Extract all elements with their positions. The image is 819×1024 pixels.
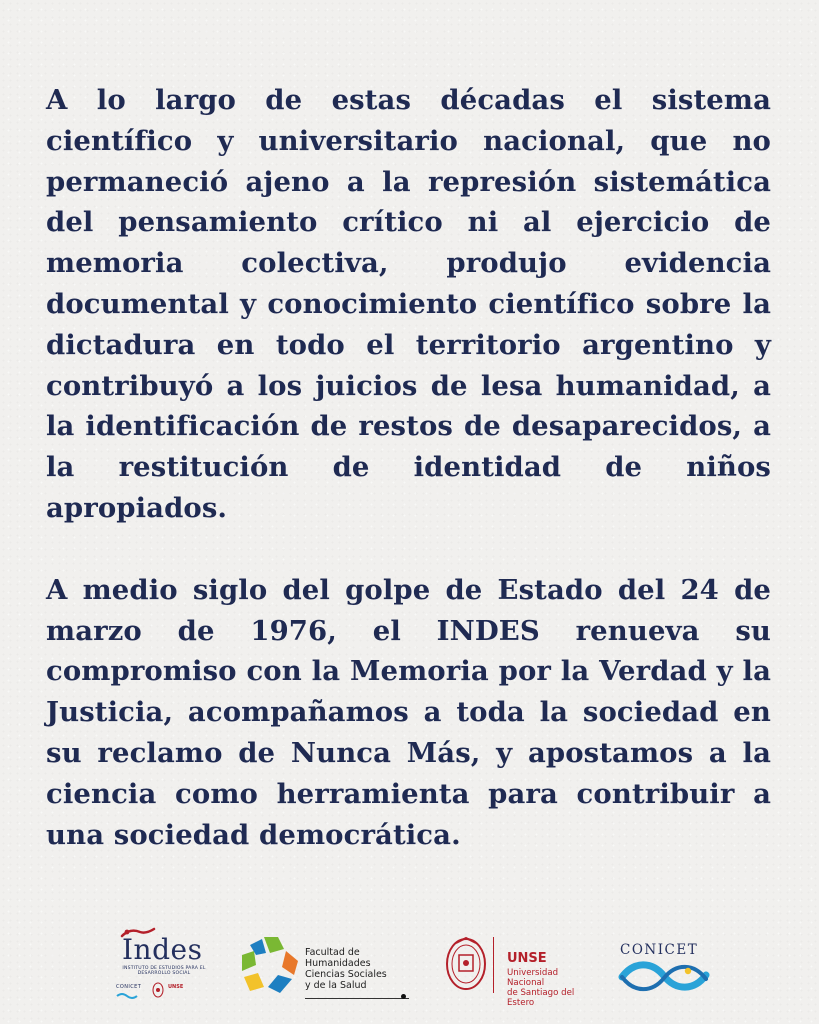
- fhcs-dot: [401, 994, 406, 999]
- indes-wordmark: Indes: [122, 933, 203, 966]
- conicet-logo: [614, 939, 714, 995]
- puzzle-emblem-icon: [238, 933, 302, 997]
- indes-logo: [112, 930, 212, 1000]
- unse-acronym: UNSE: [507, 951, 547, 966]
- unse-name-line-1: Universidad Nacional: [507, 968, 559, 988]
- indes-footer-conicet: CONICET: [116, 984, 142, 990]
- paragraph-2: A medio siglo del golpe de Estado del 24 de marzo de 1976, el INDES renueva su compromiso con la Memoria por la Verdad y la Justicia, acompañamos a toda la sociedad en su reclamo de Nunca Más, y apostamos a la ciencia como herramienta para contribuir a una sociedad democrática.: [46, 573, 771, 851]
- fhcs-underline: [305, 998, 409, 999]
- fhcs-line-2: Humanidades: [305, 958, 371, 969]
- indes-footer-unse: UNSE: [168, 984, 184, 990]
- logo-strip: [0, 925, 819, 1008]
- unse-divider: [493, 937, 494, 993]
- conicet-wave-icon: [618, 959, 710, 993]
- unse-seal-icon: [444, 935, 488, 993]
- fhcs-line-1: Facultad de: [305, 947, 360, 958]
- indes-subtitle: INSTITUTO DE ESTUDIOS PARA EL DESARROLLO SOCIAL: [122, 966, 206, 976]
- university-seal-icon: [152, 982, 164, 998]
- fhcs-line-3: Ciencias Sociales: [305, 969, 387, 980]
- fhcs-line-4: y de la Salud: [305, 980, 367, 991]
- unse-full-name: [507, 968, 597, 1008]
- fhcs-name: [305, 947, 387, 991]
- unse-name-line-2: de Santiago del Estero: [507, 988, 575, 1008]
- fhcs-logo: [238, 933, 418, 999]
- unse-logo: [444, 935, 594, 1008]
- indes-footer: [116, 980, 212, 1000]
- paragraph-1: A lo largo de estas décadas el sistema científico y universitario nacional, que no permaneció ajeno a la represión sistemática del pensamiento crítico ni al ejercicio de memoria colectiva, produjo evidencia documental y conocimiento científico sobre la dictadura en todo el territorio argentino y contribuyó a los juicios de lesa humanidad, a la identificación de restos de desaparecidos, a la restitución de identidad de niños apropiados.: [46, 84, 771, 524]
- statement-text: [46, 80, 771, 896]
- conicet-wave-icon: [116, 992, 138, 1000]
- conicet-wordmark: CONICET: [620, 942, 699, 958]
